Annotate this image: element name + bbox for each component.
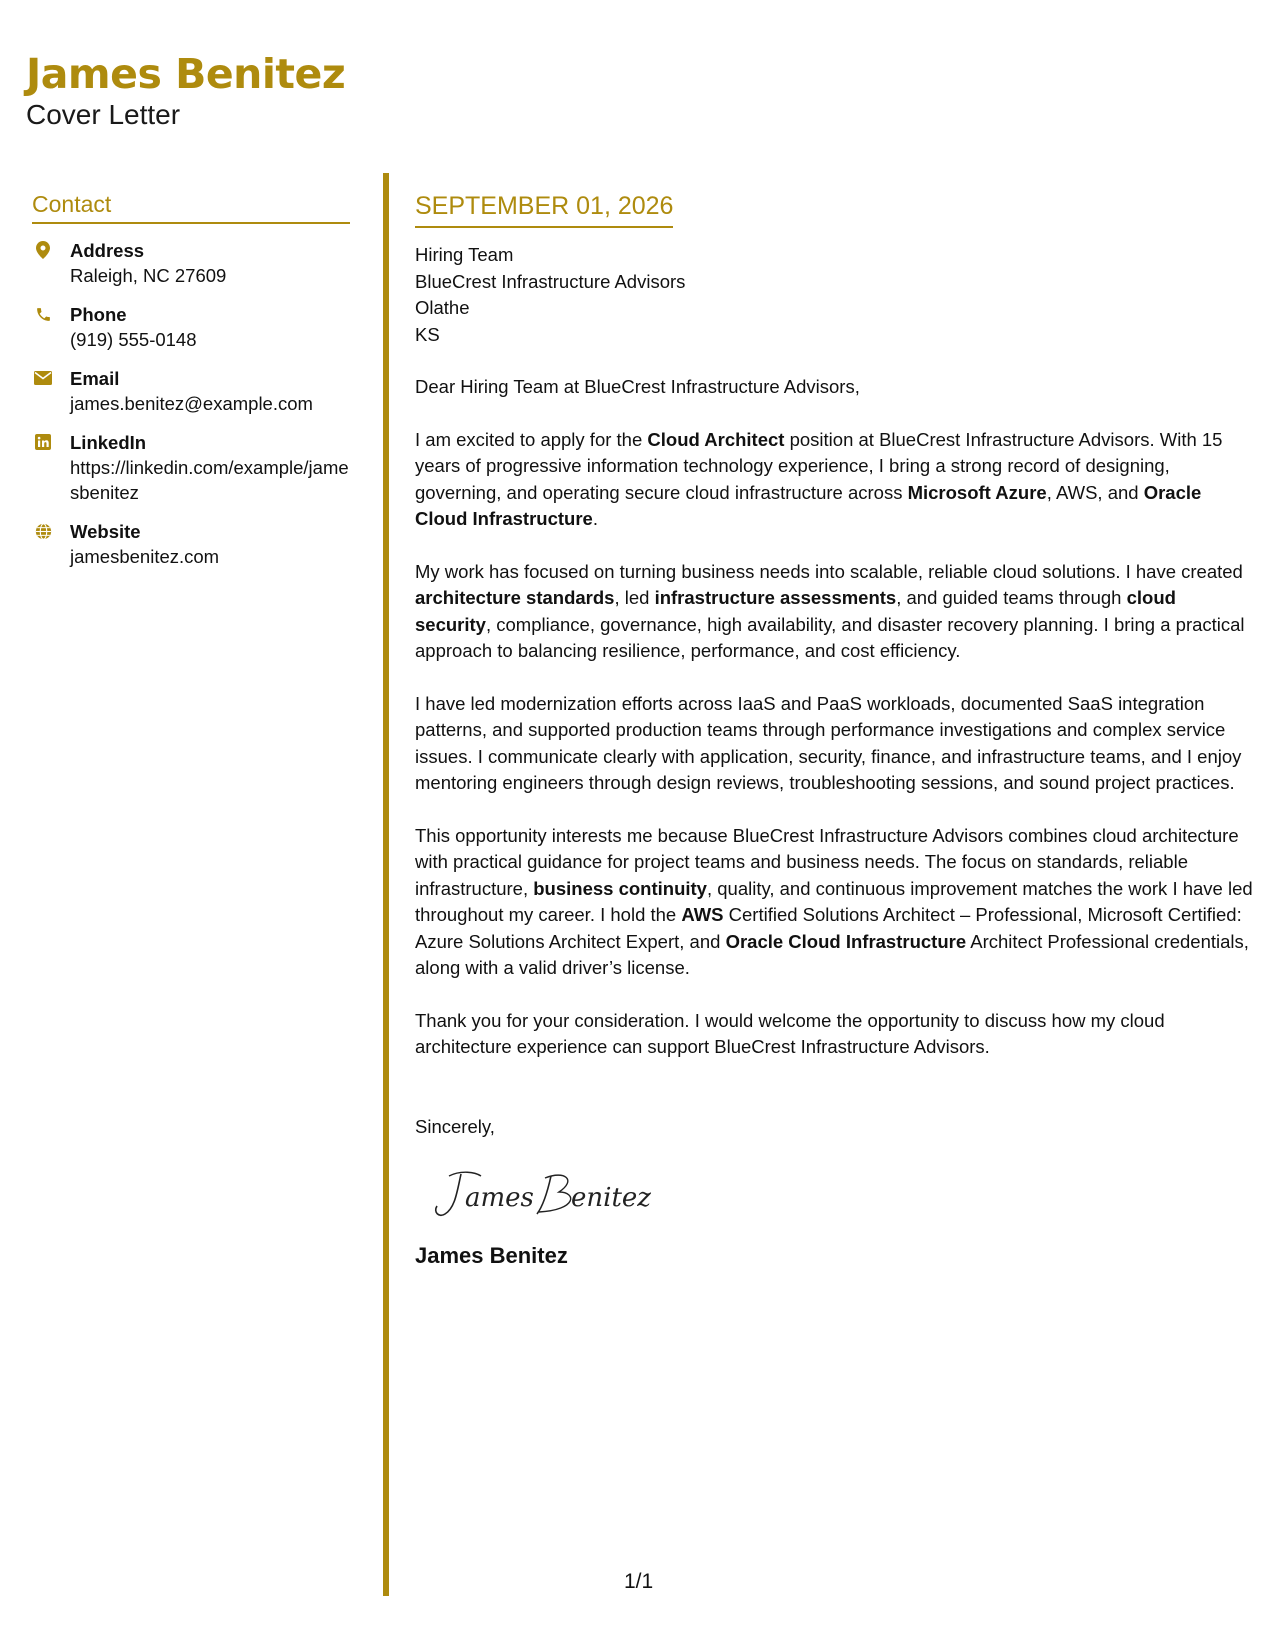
contact-value: (919) 555-0148	[70, 329, 197, 350]
recipient-line: Olathe	[415, 297, 470, 318]
body-paragraph	[415, 691, 1253, 797]
bold-text: AWS	[681, 904, 724, 925]
contact-sidebar	[32, 190, 350, 569]
contact-value[interactable]: https://linkedin.com/example/jamesbenitez	[70, 457, 349, 503]
text-run: , AWS, and	[1046, 481, 1144, 503]
letter-body	[415, 190, 1253, 1270]
contact-item-website	[32, 519, 350, 569]
salutation: Dear Hiring Team at BlueCrest Infrastructure Advisors,	[415, 376, 860, 397]
bold-text: business continuity	[533, 877, 707, 899]
text-run: , compliance, governance, high availability, and disaster recovery planning. I bring a practical approach to balancing resilience, performance, and cost efficiency.	[415, 613, 1245, 661]
text-run: , led	[614, 587, 655, 608]
linkedin-icon	[34, 433, 52, 451]
body-paragraph	[415, 559, 1253, 665]
body-paragraph	[415, 1008, 1253, 1061]
contact-heading: Contact	[32, 190, 350, 224]
recipient-line: KS	[415, 323, 440, 345]
svg-text:ames: ames	[465, 1183, 534, 1213]
header	[26, 50, 345, 132]
page-number: 1/1	[624, 1570, 654, 1593]
recipient-block	[415, 242, 1253, 348]
vertical-divider	[383, 173, 389, 1596]
bold-text: Oracle Cloud Infrastructure	[725, 930, 967, 952]
applicant-name: James Benitez	[26, 50, 346, 98]
contact-item-phone	[32, 302, 350, 352]
recipient-line: BlueCrest Infrastructure Advisors	[415, 270, 686, 292]
text-run: I have led modernization efforts across IaaS and PaaS workloads, documented SaaS integration patterns, and supported production teams through performance investigations and complex service issues. I communicate clearly with application, security, finance, and infrastructure teams, and I enjoy mentoring engineers through design reviews, troubleshooting sessions, and sound project practices.	[415, 692, 1242, 793]
contact-item-email	[32, 366, 350, 416]
text-run: Thank you for your consideration. I would welcome the opportunity to discuss how my cloud architecture experience can support BlueCrest Infrastructure Advisors.	[415, 1009, 1165, 1057]
text-run: .	[592, 508, 598, 529]
contact-item-linkedin	[32, 430, 350, 505]
body-paragraph	[415, 427, 1253, 533]
text-run: position at BlueCrest Infrastructure Advisors. With 15 years of progressive information technology experience, I bring a strong record of designing, governing, and operating secure cloud infrastructure across	[415, 428, 1223, 503]
contact-label: Address	[70, 240, 145, 261]
text-run: , and guided teams through	[896, 587, 1127, 608]
contact-label: Website	[70, 521, 141, 542]
bold-text: cloud security	[415, 587, 1176, 635]
contact-value[interactable]: jamesbenitez.com	[70, 546, 220, 567]
text-run: Certified Solutions Architect – Professional, Microsoft Certified: Azure Solutions Architect Expert, and	[415, 904, 1242, 952]
text-run: Architect Professional credentials, along with a valid driver’s license.	[415, 930, 1249, 978]
bold-text: Cloud Architect	[647, 428, 785, 450]
text-run: This opportunity interests me because BlueCrest Infrastructure Advisors combines cloud architecture with practical guidance for project teams and business needs. The focus on standards, reliable infrastructure,	[415, 824, 1239, 899]
bold-text: architecture standards	[415, 587, 615, 608]
phone-icon	[34, 305, 52, 323]
text-run: , quality, and continuous improvement matches the work I have led throughout my career. I hold the	[415, 877, 1253, 925]
bold-text: infrastructure assessments	[654, 587, 897, 608]
contact-label: LinkedIn	[70, 432, 147, 453]
handwritten-signature	[431, 1166, 1253, 1226]
letter-date: SEPTEMBER 01, 2026	[415, 190, 673, 228]
contact-value: Raleigh, NC 27609	[70, 265, 227, 286]
bold-text: Microsoft Azure	[907, 481, 1047, 503]
closing: Sincerely,	[415, 1115, 495, 1137]
document-subtitle: Cover Letter	[26, 99, 181, 130]
body-paragraph	[415, 823, 1253, 982]
bold-text: Oracle Cloud Infrastructure	[415, 481, 1202, 529]
globe-icon	[34, 522, 52, 540]
signer-name: James Benitez	[415, 1243, 568, 1268]
contact-item-address	[32, 238, 350, 288]
envelope-icon	[34, 369, 52, 387]
contact-value[interactable]: james.benitez@example.com	[70, 393, 313, 414]
recipient-line: Hiring Team	[415, 244, 514, 265]
text-run: My work has focused on turning business needs into scalable, reliable cloud solutions. I have created	[415, 560, 1243, 582]
text-run: I am excited to apply for the	[415, 428, 648, 450]
contact-label: Phone	[70, 304, 127, 325]
contact-label: Email	[70, 368, 120, 389]
map-marker-icon	[34, 241, 52, 259]
svg-text:enitez: enitez	[571, 1183, 651, 1213]
